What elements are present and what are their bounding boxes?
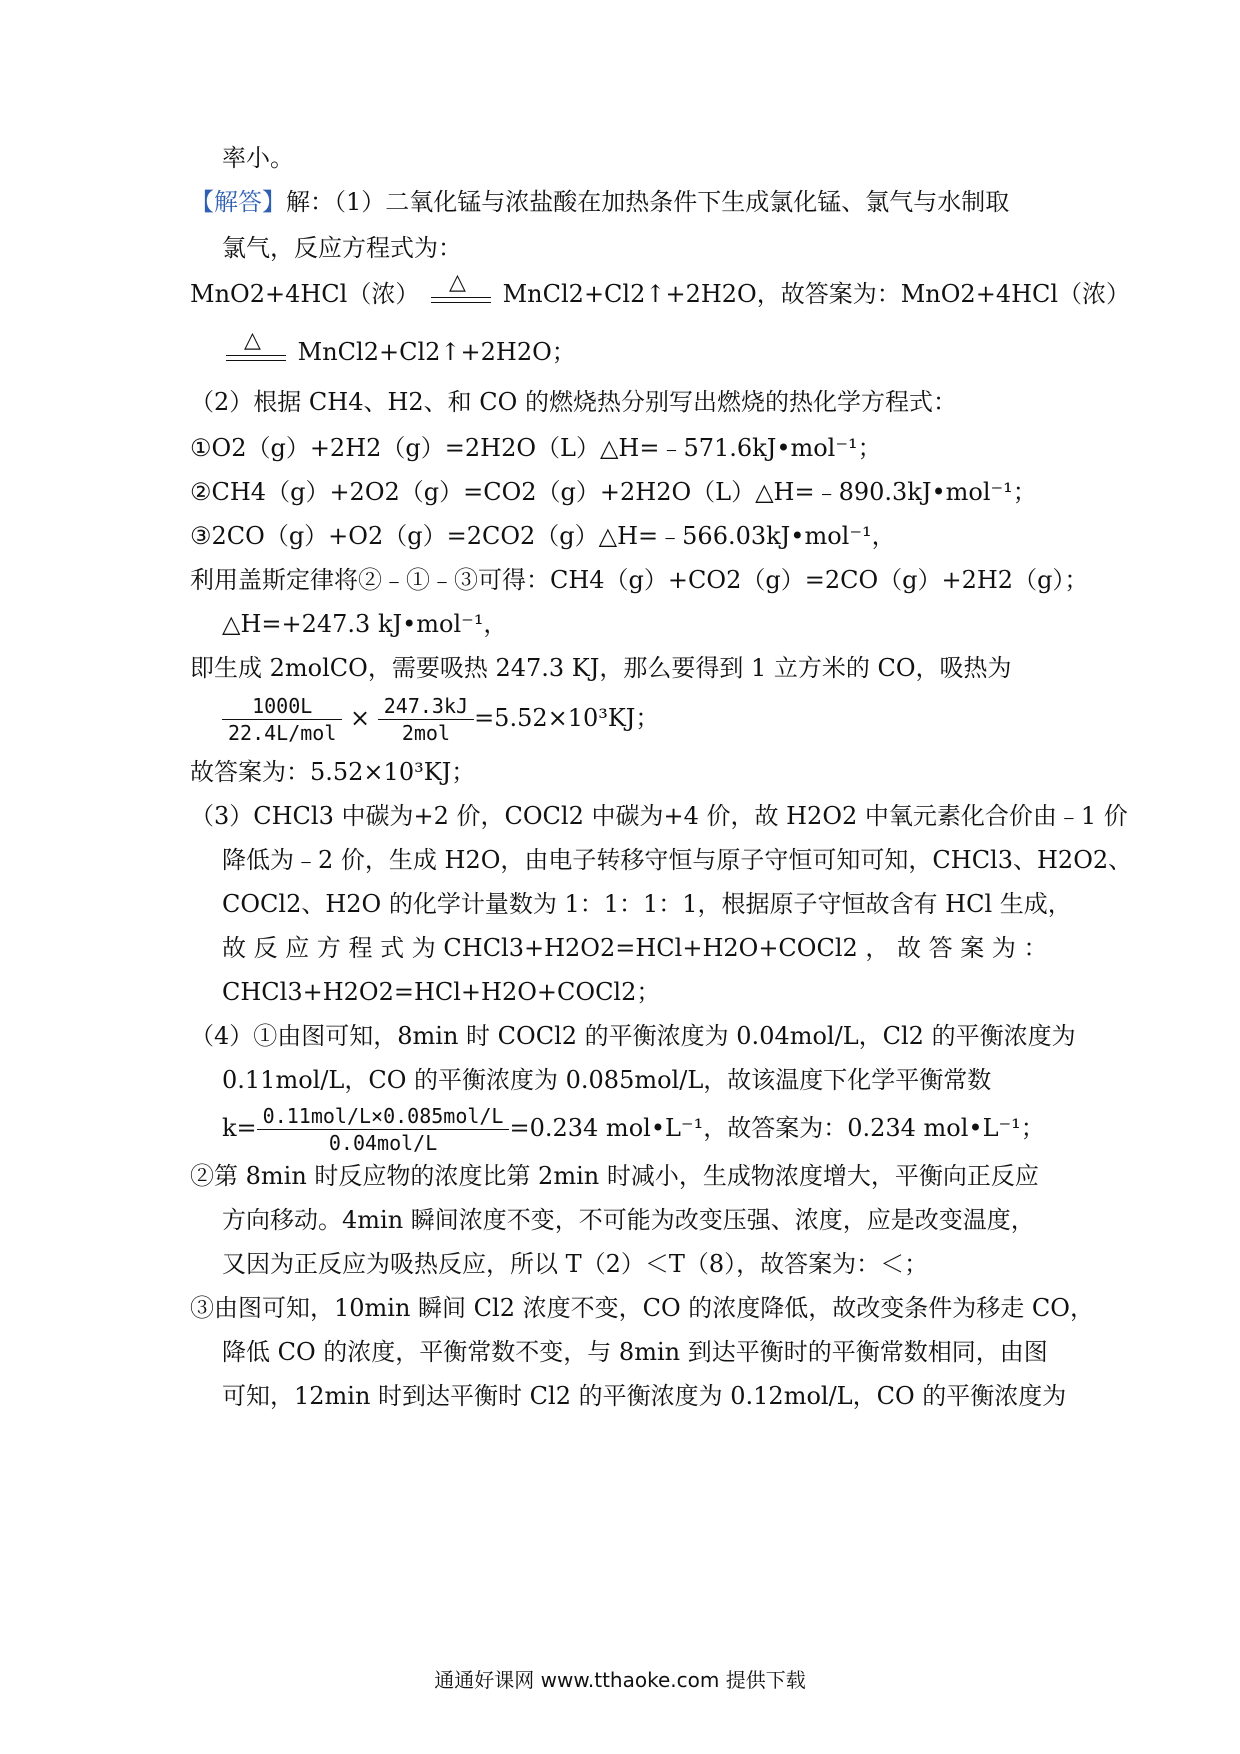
fraction-line: k= $\frac{\text{0.11mol/L×0.085mol/L}}{\text{0.04mol/L}}$ =0.234 mol•L⁻¹，故答案为：0.234 mol•L⁻¹；: [222, 1104, 1045, 1155]
equation-line: [190, 269, 1131, 311]
equation-line: ③2CO（g）+O2（g）=2CO2（g）△H=﹣566.03kJ•mol⁻¹，: [190, 522, 896, 550]
text-line: 故 反 应 方 程 式 为 CHCl3+H2O2=HCl+H2O+COCl2 ， 故 答 案 为 ：: [222, 934, 1048, 962]
equation-line: [222, 327, 576, 369]
heating-condition-icon: △: [431, 281, 491, 311]
text-line: 即生成 2molCO，需要吸热 247.3 KJ，那么要得到 1 立方米的 CO，吸热为: [190, 654, 1012, 682]
text-line: 利用盖斯定律将②﹣①﹣③可得：CH4（g）+CO2（g）=2CO（g）+2H2（g）；: [190, 566, 1089, 594]
text-line: 故答案为：5.52×10³KJ；: [190, 758, 476, 786]
equation-products: MnCl2+Cl2↑+2H2O；: [297, 338, 576, 366]
answer-line: [190, 186, 1009, 218]
text-line: 氯气，反应方程式为：: [222, 234, 462, 262]
equation-products: MnCl2+Cl2↑+2H2O，故答案为：MnO2+4HCl（浓）: [502, 280, 1131, 308]
equation-reactants: MnO2+4HCl（浓）: [190, 280, 420, 308]
equation-line: CHCl3+H2O2=HCl+H2O+COCl2；: [222, 978, 661, 1006]
text-line: 方向移动。4min 瞬间浓度不变，不可能为改变压强、浓度，应是改变温度，: [222, 1206, 1035, 1234]
answer-tag: 【解答】: [190, 188, 286, 216]
text-line: 降低为﹣2 价，生成 H2O，由电子转移守恒与原子守恒可知可知，CHCl3、H2O2、: [222, 846, 1133, 874]
text-line: COCl2、H2O 的化学计量数为 1：1：1：1，根据原子守恒故含有 HCl 生成，: [222, 890, 1072, 918]
text-line: △H=+247.3 kJ•mol⁻¹，: [222, 610, 508, 638]
equation-line: ①O2（g）+2H2（g）=2H2O（L）△H=﹣571.6kJ•mol⁻¹；: [190, 434, 882, 462]
text-line: （4）①由图可知，8min 时 COCl2 的平衡浓度为 0.04mol/L，Cl2 的平衡浓度为: [190, 1022, 1076, 1050]
text-line: （2）根据 CH4、H2、和 CO 的燃烧热分别写出燃烧的热化学方程式：: [190, 388, 957, 416]
fraction: $\frac{\text{0.11mol/L×0.085mol/L}}{\text{0.04mol/L}}$: [257, 1103, 510, 1156]
equation-line: ②CH4（g）+2O2（g）=CO2（g）+2H2O（L）△H=﹣890.3kJ•mol⁻¹；: [190, 478, 1037, 506]
text-line: 可知，12min 时到达平衡时 Cl2 的平衡浓度为 0.12mol/L，CO 的平衡浓度为: [222, 1382, 1067, 1410]
text-line: 解：（1）二氧化锰与浓盐酸在加热条件下生成氯化锰、氯气与水制取: [286, 188, 1010, 216]
text-line: （3）CHCl3 中碳为+2 价，COCl2 中碳为+4 价，故 H2O2 中氧元素化合价由﹣1 价: [190, 802, 1128, 830]
text-line: ③由图可知，10min 瞬间 Cl2 浓度不变，CO 的浓度降低，故改变条件为移走 CO，: [190, 1294, 1094, 1322]
fraction: $\frac{1000L}{\text{22.4L/mol}}$: [222, 693, 342, 746]
fraction-line: $\frac{1000L}{\text{22.4L/mol}}$ × $\frac{247.3kJ}{\text{2mol}}$ =5.52×10³KJ；: [222, 690, 659, 746]
fraction-result: =5.52×10³KJ；: [474, 704, 660, 732]
text-line: 降低 CO 的浓度，平衡常数不变，与 8min 到达平衡时的平衡常数相同，由图: [222, 1338, 1048, 1366]
page-footer: 通通好课网 www.tthaoke.com 提供下载: [434, 1668, 806, 1692]
text-line: 又因为正反应为吸热反应，所以 T（2）＜T（8），故答案为：＜；: [222, 1250, 929, 1278]
heating-condition-icon: △: [226, 339, 286, 369]
fraction-result: =0.234 mol•L⁻¹，故答案为：0.234 mol•L⁻¹；: [509, 1114, 1045, 1142]
text-line: ②第 8min 时反应物的浓度比第 2min 时减小，生成物浓度增大，平衡向正反应: [190, 1162, 1039, 1190]
text-line: 0.11mol/L，CO 的平衡浓度为 0.085mol/L，故该温度下化学平衡常数: [222, 1066, 992, 1094]
text-line: 率小。: [222, 144, 294, 172]
fraction: $\frac{247.3kJ}{\text{2mol}}$: [378, 693, 474, 746]
